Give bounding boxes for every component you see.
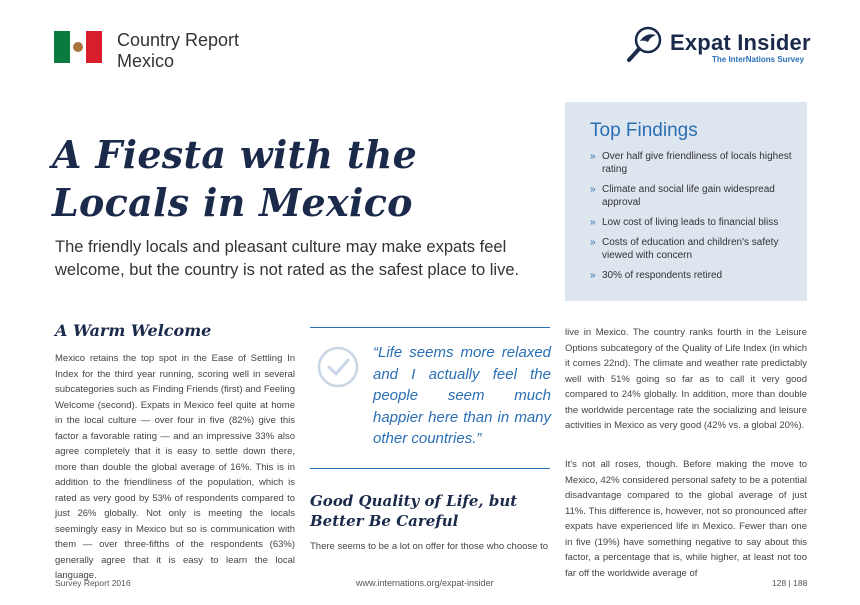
- footer-url-link[interactable]: www.internations.org/expat-insider: [356, 578, 494, 588]
- check-circle-icon: [316, 345, 360, 389]
- headline-line2: Locals in Mexico: [52, 180, 413, 225]
- headline-part2: with the: [239, 132, 418, 177]
- report-title-line2: Mexico: [117, 51, 175, 71]
- logo-tagline: The InterNations Survey: [712, 55, 805, 64]
- body-column-3-paragraph-1: live in Mexico. The country ranks fourth in the Leisure Options subcategory of the Quality of Life Index (in which it comes 22nd). The climate and weather rate predictably well with 51% going so far as to call it very good compared to 24% globally. In addition, more than double the worldwide percentage rate the socializing and leisure activities in Mexico as very good (42% vs. a global 20%).: [565, 327, 807, 431]
- report-title: [117, 30, 239, 72]
- logo-name: Expat Insider: [670, 30, 811, 55]
- section-heading-warm-welcome: A Warm Welcome: [55, 321, 212, 340]
- quote-divider-bottom: [310, 468, 550, 469]
- bullet-icon: »: [590, 151, 596, 162]
- headline: [52, 131, 417, 227]
- pull-quote: “Life seems more relaxed and I actually feel the people seem much happier here than in many other countries.”: [373, 344, 551, 447]
- body-column-1: Mexico retains the top spot in the Ease of Settling In Index for the third year running, scoring well in several subcategories such as Finding Friends (first) and Feeling Welcome (second). Expats in Mexico feel quite at home in the local culture — over four in five (82%) give this factor a favorable rating — and an impressive 33% also agree completely that it is easy to settle down there, more than double the global average of 16%. This is in addition to the friendliness of the population, which is rated as very good by 53% of respondents compared to just 26% globally. Not only is meeting the locals seemingly easy in Mexico but so is communication with them — over three-fifths of the respondents (63%) generally agree that it is easy to learn the local language.: [55, 353, 295, 581]
- bullet-icon: »: [590, 270, 596, 281]
- finding-item: » 30% of respondents retired: [590, 270, 723, 281]
- section-heading-good-quality: Good Quality of Life, but Better Be Careful: [310, 492, 518, 530]
- top-findings-box: [565, 102, 807, 301]
- finding-item: » Costs of education and children's safety viewed with concern: [590, 237, 779, 261]
- mexico-flag-icon: [54, 31, 102, 63]
- bullet-icon: »: [590, 217, 596, 228]
- finding-item: » Climate and social life gain widespread approval: [590, 184, 775, 208]
- headline-part1: A Fiesta: [52, 132, 240, 177]
- body-column-2: There seems to be a lot on offer for those who choose to: [310, 541, 548, 552]
- report-title-line1: Country Report: [117, 30, 240, 50]
- finding-item: » Low cost of living leads to financial bliss: [590, 217, 779, 228]
- body-column-3-paragraph-2: It's not all roses, though. Before making the move to Mexico, 42% considered personal safety to be a potential disadvantage compared to the global average of just 11%. This difference is, however, not so pronounced after expats have experienced life in Mexico. Fewer than one in five (19%) have something negative to say about this factor, a percentage that is, while higher, at least not too far off the worldwide average of: [565, 459, 807, 579]
- bullet-icon: »: [590, 237, 596, 248]
- top-findings-title: Top Findings: [590, 120, 698, 141]
- finding-item: » Over half give friendliness of locals highest rating: [590, 151, 792, 175]
- expat-insider-logo-icon: [626, 24, 666, 64]
- lead-paragraph: The friendly locals and pleasant culture may make expats feel welcome, but the country is not rated as the safest place to live.: [55, 238, 520, 279]
- page-number: 128 | 188: [772, 578, 808, 588]
- quote-divider-top: [310, 327, 550, 328]
- top-findings-list: [590, 150, 795, 289]
- footer-left: Survey Report 2016: [55, 578, 131, 588]
- bullet-icon: »: [590, 184, 596, 195]
